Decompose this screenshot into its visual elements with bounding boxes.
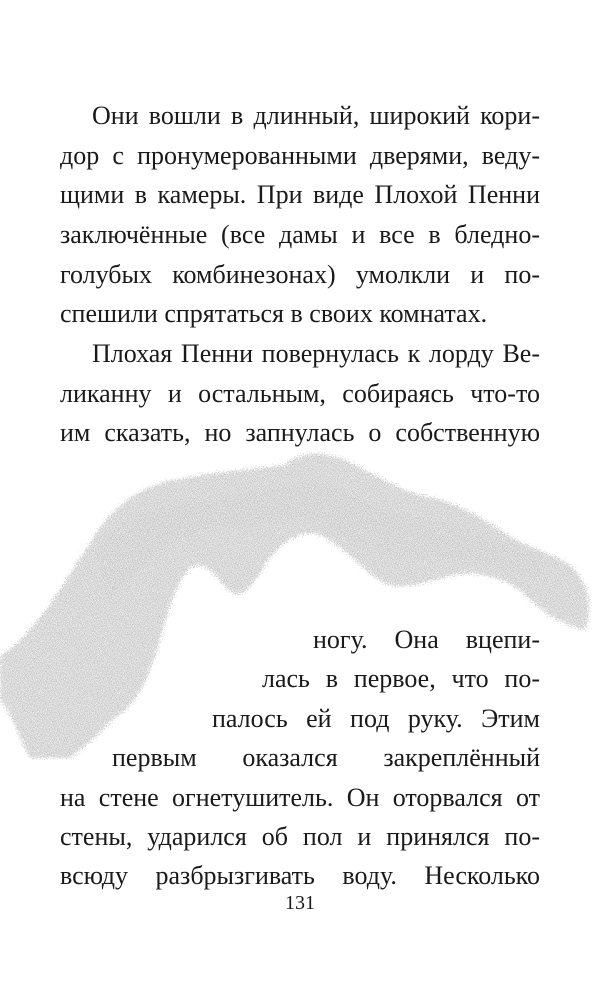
text-line: Они вошли в длинный, широкий кори- [92,101,540,130]
text-line: Плохая Пенни повернулась к лорду Ве- [92,339,540,368]
text-line: ногу. Она вцепи- [313,625,540,654]
text-line: лась в первое, что по- [262,664,540,693]
text-line: спешили спрятаться в своих комнатах. [60,299,488,328]
text-line: ликанну и остальным, собираясь что-то [60,379,540,408]
text-line: голубых комбинезонах) умолкли и по- [60,260,540,289]
text-line: заключённые (все дамы и все в бледно- [60,220,540,249]
page-number: 131 [285,892,315,914]
text-line: палось ей под руку. Этим [212,704,540,733]
text-line: стены, ударился об пол и принялся по- [60,822,540,851]
text-line: щими в камеры. При виде Плохой Пенни [60,180,540,209]
text-line: дор с пронумерованными дверями, веду- [60,141,540,170]
text-line: всюду разбрызгивать воду. Несколько [60,861,540,890]
text-line: им сказать, но запнулась о собственную [60,418,540,447]
text-line: первым оказался закреплённый [112,743,540,772]
text-line: на стене огнетушитель. Он оторвался от [60,783,540,812]
